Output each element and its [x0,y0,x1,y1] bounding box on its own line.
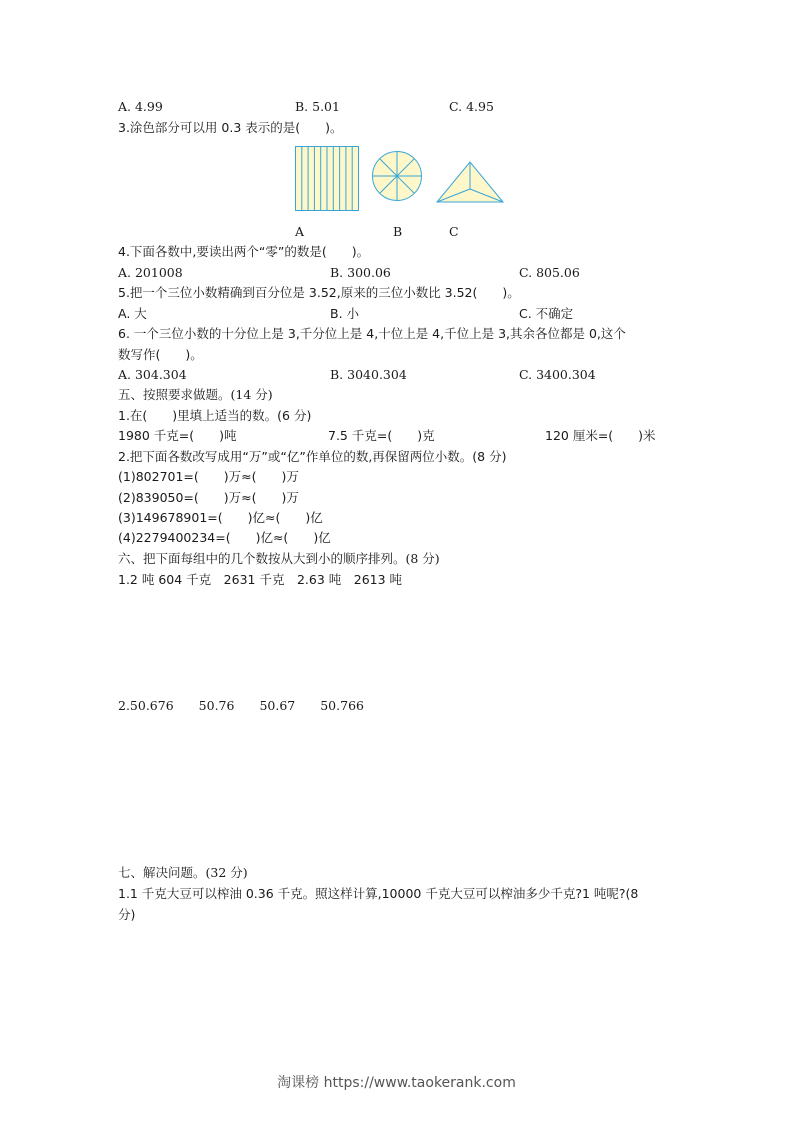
figure-a-label: A [295,224,305,239]
section-7-q1-line1: 1.1 千克大豆可以榨油 0.36 千克。照这样计算,10000 千克大豆可以榨油多少千克?1 吨呢?(8 [118,886,639,901]
q4-question: 4.下面各数中,要读出两个“零”的数是( )。 [118,244,370,259]
q4-option-a: A. 201008 [118,265,183,280]
q2-option-b: B. 5.01 [295,99,340,114]
section-5-heading: 五、按照要求做题。(14 分) [118,387,273,402]
section-7-heading: 七、解决问题。(32 分) [118,865,248,880]
q5-option-a: A. 大 [118,306,147,321]
q6-question-line1: 6. 一个三位小数的十分位上是 3,千分位上是 4,十位上是 4,千位上是 3,其余各位都是 0,这个 [118,326,626,341]
order-group-2: 2.50.676 50.76 50.67 50.766 [118,698,364,713]
q6-question-line2: 数写作( )。 [118,347,203,362]
convert-item-2: (2)839050=( )万≈( )万 [118,490,299,505]
figure-b-label: B [393,224,403,239]
q5-question: 5.把一个三位小数精确到百分位是 3.52,原来的三位小数比 3.52( )。 [118,285,520,300]
section-5-q1: 1.在( )里填上适当的数。(6 分) [118,408,312,423]
section-5-q2: 2.把下面各数改写成用“万”或“亿”作单位的数,再保留两位小数。(8 分) [118,449,507,464]
footer-watermark: 淘课榜 https://www.taokerank.com [277,1075,516,1091]
figure-a-strips [295,146,359,211]
q2-option-a: A. 4.99 [118,99,163,114]
q6-option-a: A. 304.304 [118,367,187,382]
convert-item-1: (1)802701=( )万≈( )万 [118,469,299,484]
section-6-heading: 六、把下面每组中的几个数按从大到小的顺序排列。(8 分) [118,551,440,566]
convert-item-3: (3)149678901=( )亿≈( )亿 [118,510,323,525]
figure-c-triangle [436,160,504,204]
q5-option-b: B. 小 [330,306,360,321]
q5-option-c: C. 不确定 [519,306,574,321]
fill-item-1: 1980 千克=( )吨 [118,428,237,443]
section-7-q1-line2: 分) [118,907,136,922]
q2-option-c: C. 4.95 [449,99,494,114]
figure-c-label: C [449,224,459,239]
fill-item-3: 120 厘米=( )米 [545,428,656,443]
convert-item-4: (4)2279400234=( )亿≈( )亿 [118,530,331,545]
q4-option-c: C. 805.06 [519,265,580,280]
q4-option-b: B. 300.06 [330,265,391,280]
q3-question: 3.涂色部分可以用 0.3 表示的是( )。 [118,120,343,135]
q6-option-c: C. 3400.304 [519,367,596,382]
figure-b-circle [371,150,423,202]
q6-option-b: B. 3040.304 [330,367,407,382]
fill-item-2: 7.5 千克=( )克 [328,428,435,443]
order-group-1: 1.2 吨 604 千克 2631 千克 2.63 吨 2613 吨 [118,572,403,587]
